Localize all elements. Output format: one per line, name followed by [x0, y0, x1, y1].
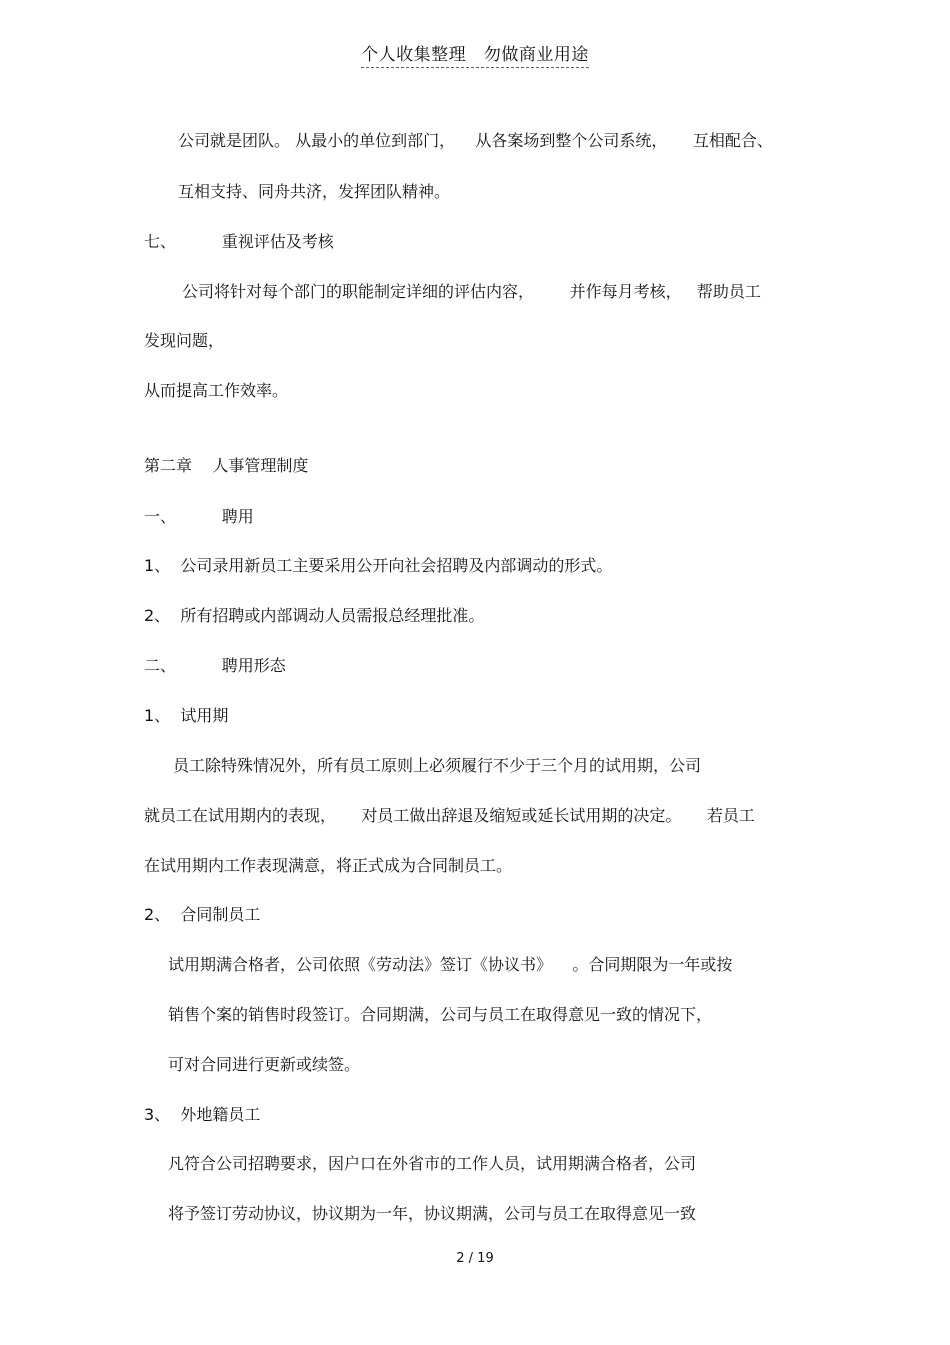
- paragraph-line-7: 就员工在试用期内的表现， 对员工做出辞退及缩短或延长试用期的决定。 若员工: [144, 806, 755, 825]
- page-footer: [0, 1251, 950, 1266]
- subsection-heading-3: 3、 外地籍员工: [144, 1105, 261, 1124]
- paragraph-line-13: 将予签订劳动协议，协议期为一年，协议期满，公司与员工在取得意见一致: [168, 1204, 697, 1223]
- paragraph-line-12: 凡符合公司招聘要求，因户口在外省市的工作人员，试用期满合格者，公司: [168, 1154, 697, 1173]
- paragraph-line-4: 发现问题，: [144, 331, 225, 350]
- page-header: [0, 40, 950, 68]
- paragraph-line-2: 互相支持、同舟共济，发挥团队精神。: [178, 182, 451, 201]
- paragraph-line-6: 员工除特殊情况外，所有员工原则上必须履行不少于三个月的试用期，公司: [173, 756, 702, 775]
- section-heading-1: 一、 聘用: [144, 507, 254, 526]
- paragraph-line-5: 从而提高工作效率。: [144, 381, 289, 400]
- subsection-heading-1: 1、 试用期: [144, 706, 229, 725]
- page-number: 2 / 19: [456, 1251, 494, 1266]
- list-item-2: 2、 所有招聘或内部调动人员需报总经理批准。: [144, 606, 485, 625]
- paragraph-line-3: 公司将针对每个部门的职能制定详细的评估内容， 并作每月考核， 帮助员工: [182, 282, 761, 301]
- paragraph-line-9: 试用期满合格者，公司依照《劳动法》签订《协议书》 。合同期限为一年或按: [168, 955, 733, 974]
- subsection-heading-2: 2、 合同制员工: [144, 905, 261, 924]
- paragraph-line-11: 可对合同进行更新或续签。: [168, 1055, 361, 1074]
- chapter-title: 第二章 人事管理制度: [144, 456, 309, 475]
- section-heading-2: 二、 聘用形态: [144, 656, 286, 675]
- header-text: 个人收集整理 勿做商业用途: [361, 40, 589, 68]
- paragraph-line-8: 在试用期内工作表现满意，将正式成为合同制员工。: [144, 856, 513, 875]
- section-heading-7: 七、 重视评估及考核: [144, 232, 334, 251]
- list-item-1: 1、 公司录用新员工主要采用公开向社会招聘及内部调动的形式。: [144, 556, 613, 575]
- paragraph-line-10: 销售个案的销售时段签订。合同期满，公司与员工在取得意见一致的情况下，: [168, 1005, 713, 1024]
- paragraph-line-1: 公司就是团队。 从最小的单位到部门， 从各案场到整个公司系统， 互相配合、: [178, 131, 773, 150]
